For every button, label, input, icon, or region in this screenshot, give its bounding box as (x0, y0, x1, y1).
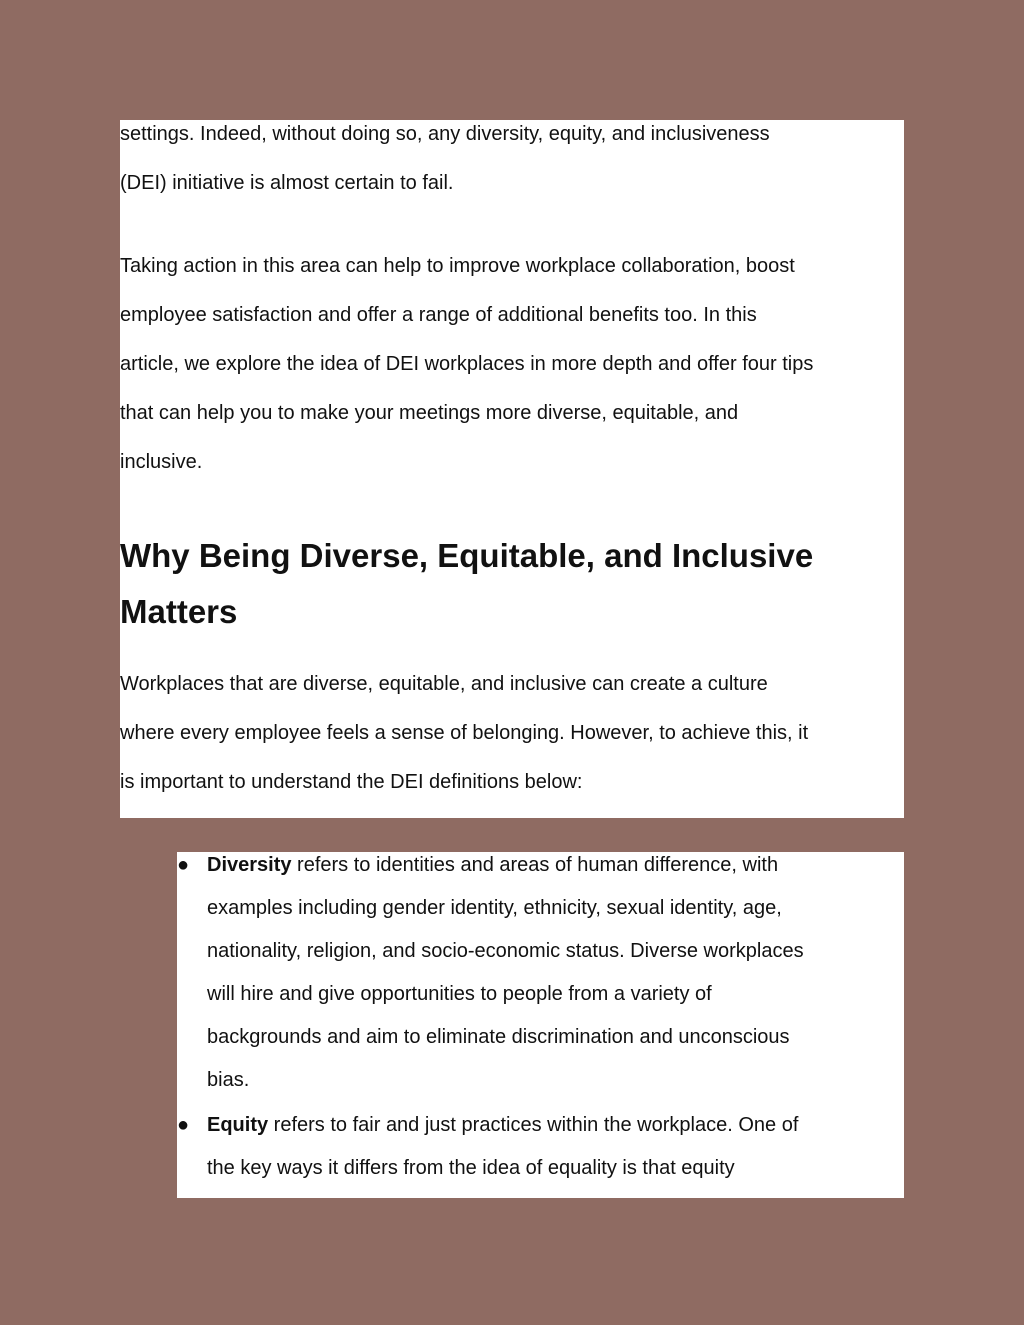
section-heading-line: Matters (120, 593, 238, 630)
intro-paragraph-line: inclusive. (120, 451, 203, 473)
article-text-block (120, 120, 904, 818)
intro-paragraph-line: (DEI) initiative is almost certain to fail. (120, 172, 454, 194)
list-bullet: ● (177, 854, 190, 876)
intro-paragraph-line: that can help you to make your meetings more diverse, equitable, and (120, 402, 739, 424)
definition-text: refers to fair and just practices within the workplace. One of (268, 1114, 799, 1136)
definition-term: Diversity (207, 854, 292, 876)
list-item-line: the key ways it differs from the idea of equality is that equity (207, 1157, 735, 1179)
intro-paragraph-line: settings. Indeed, without doing so, any diversity, equity, and inclusiveness (120, 123, 770, 145)
intro-paragraph-line: article, we explore the idea of DEI workplaces in more depth and offer four tips (120, 353, 814, 375)
section-paragraph-line: is important to understand the DEI definitions below: (120, 771, 583, 793)
section-heading-line: Why Being Diverse, Equitable, and Inclusive (120, 537, 814, 574)
definitions-list (177, 852, 904, 1198)
definition-text: refers to identities and areas of human difference, with (291, 854, 779, 876)
list-item-line: backgrounds and aim to eliminate discrimination and unconscious (207, 1026, 790, 1048)
intro-paragraph-line: employee satisfaction and offer a range of additional benefits too. In this (120, 304, 757, 326)
list-item-first-line (207, 1113, 798, 1137)
list-item-line: nationality, religion, and socio-economic status. Diverse workplaces (207, 940, 804, 962)
list-item-line: examples including gender identity, ethnicity, sexual identity, age, (207, 897, 782, 919)
list-bullet: ● (177, 1114, 190, 1136)
list-item-line: will hire and give opportunities to people from a variety of (207, 983, 712, 1005)
list-item-line: bias. (207, 1069, 250, 1091)
section-paragraph-line: where every employee feels a sense of belonging. However, to achieve this, it (120, 722, 809, 744)
list-item-first-line (207, 853, 778, 877)
intro-paragraph-line: Taking action in this area can help to improve workplace collaboration, boost (120, 255, 795, 277)
section-paragraph-line: Workplaces that are diverse, equitable, and inclusive can create a culture (120, 673, 768, 695)
definition-term: Equity (207, 1114, 269, 1136)
